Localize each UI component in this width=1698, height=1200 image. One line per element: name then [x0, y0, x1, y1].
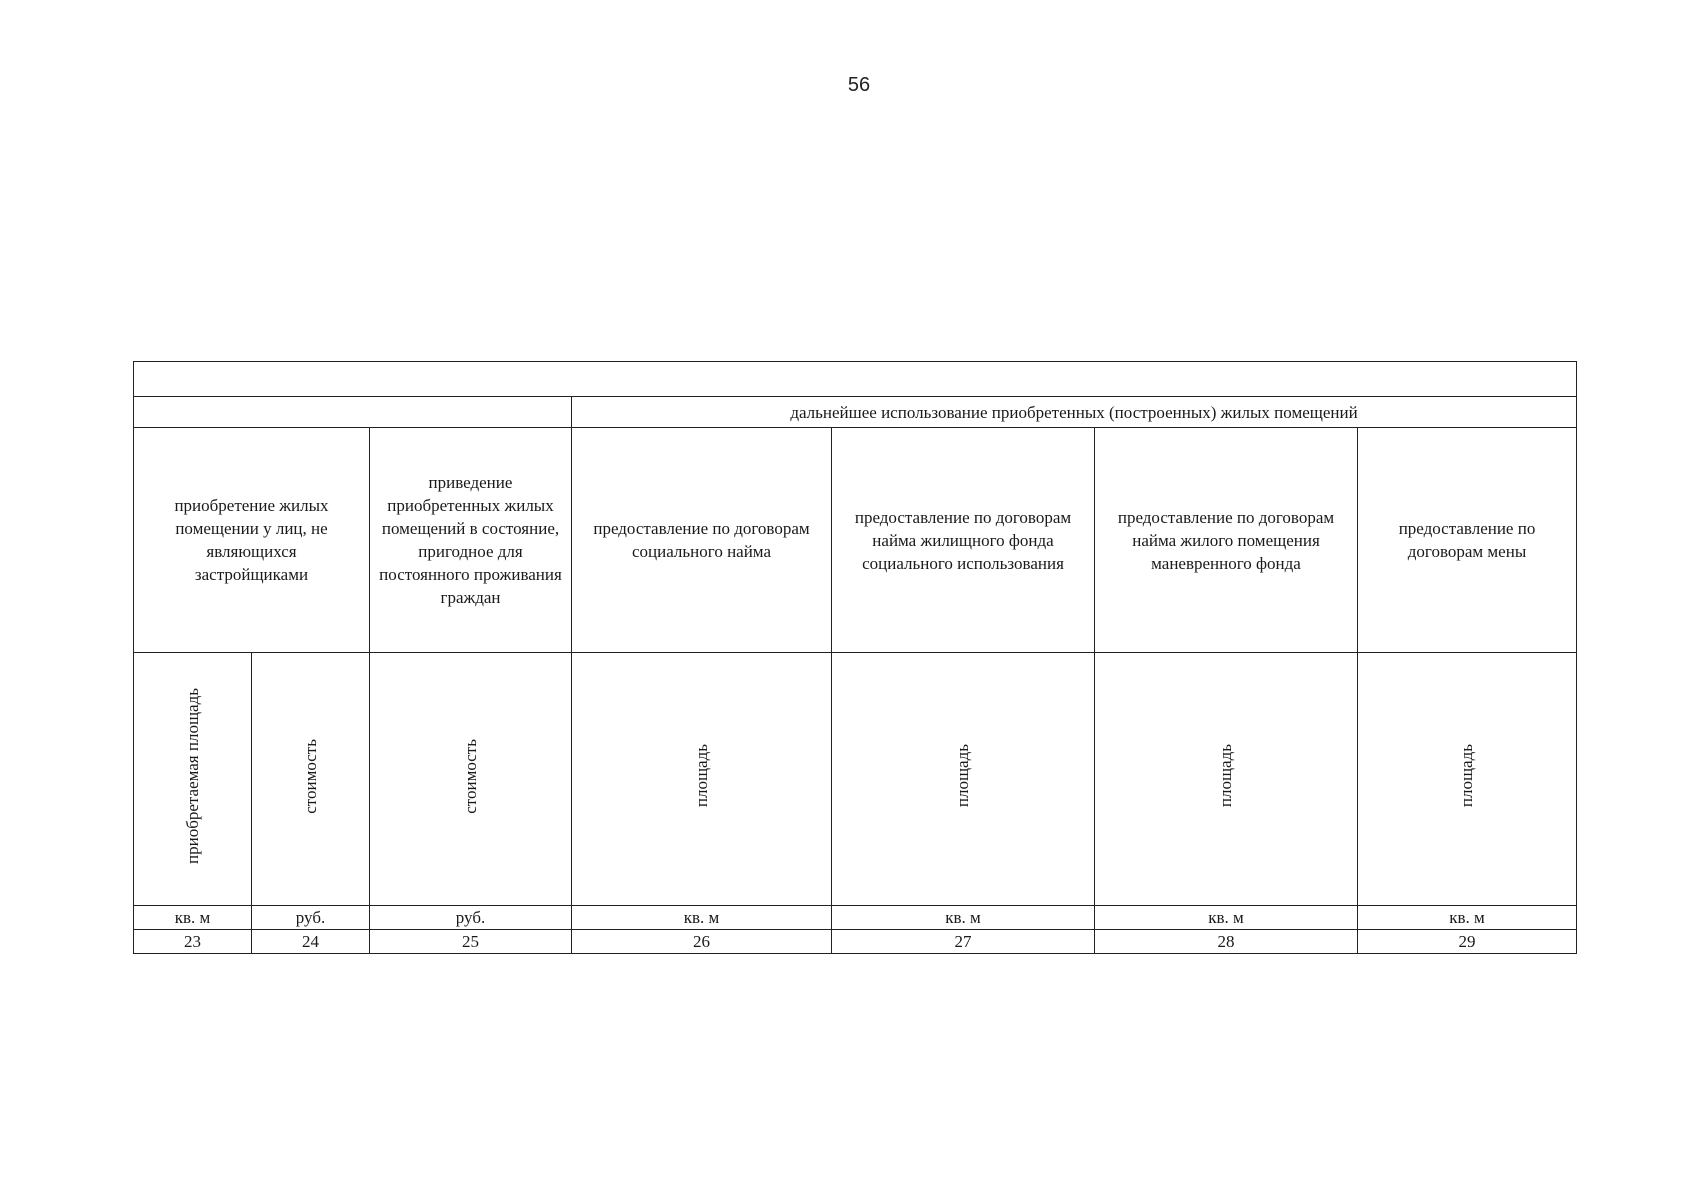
column-number-cell: 23	[134, 930, 252, 954]
subheader-cell	[370, 653, 572, 906]
unit-cell: кв. м	[832, 906, 1095, 930]
subheader-label: площадь	[953, 744, 972, 808]
empty-group-cell	[134, 397, 572, 428]
header-renovation	[370, 428, 572, 653]
subheader-label: приобретаемая площадь	[182, 688, 202, 864]
blank-header-row	[134, 362, 1577, 397]
unit-cell: кв. м	[1095, 906, 1358, 930]
unit-cell: кв. м	[1358, 906, 1577, 930]
column-header-row	[134, 428, 1577, 653]
blank-header-cell	[134, 362, 1577, 397]
unit-cell: руб.	[370, 906, 572, 930]
unit-cell: кв. м	[572, 906, 832, 930]
subheader-label: площадь	[691, 744, 711, 808]
subheader-cell	[252, 653, 370, 906]
subheader-cell	[572, 653, 832, 906]
subheader-cell	[1095, 653, 1358, 906]
header-social-rent	[572, 428, 832, 653]
column-number-cell: 24	[252, 930, 370, 954]
column-number-cell: 28	[1095, 930, 1358, 954]
group-header-further-use: дальнейшее использование приобретенных (построенных) жилых помещений	[572, 397, 1577, 428]
subheader-label: площадь	[1457, 744, 1476, 808]
column-numbers-row	[134, 930, 1577, 954]
subheader-cell	[134, 653, 252, 906]
subheader-label: стоимость	[460, 738, 480, 814]
column-number-cell: 27	[832, 930, 1095, 954]
unit-cell: кв. м	[134, 906, 252, 930]
header-exchange	[1358, 428, 1577, 653]
header-social-rent-label: предоставление по договорам социального найма	[593, 519, 810, 561]
column-number-cell: 25	[370, 930, 572, 954]
unit-cell: руб.	[252, 906, 370, 930]
header-exchange-label: предоставление по договорам мены	[1398, 519, 1536, 561]
subheader-label: стоимость	[300, 738, 320, 814]
header-acquisition	[134, 428, 370, 653]
subheader-label: площадь	[1216, 744, 1235, 808]
subheader-cell	[1358, 653, 1577, 906]
subheader-row	[134, 653, 1577, 906]
header-renovation-label: приведение приобретенных жилых помещений в состояние, пригодное для постоянного проживания граждан	[379, 473, 562, 607]
group-header-row	[134, 397, 1577, 428]
header-social-use	[832, 428, 1095, 653]
data-table	[133, 361, 1577, 954]
header-maneuver-fund-label: предоставление по договорам найма жилого помещения маневренного фонда	[1117, 507, 1335, 573]
header-maneuver-fund	[1095, 428, 1358, 653]
column-number-cell: 26	[572, 930, 832, 954]
subheader-cell	[832, 653, 1095, 906]
header-social-use-label: предоставление по договорам найма жилищного фонда социального использования	[854, 507, 1072, 573]
units-row	[134, 906, 1577, 930]
column-number-cell: 29	[1358, 930, 1577, 954]
header-acquisition-label: приобретение жилых помещении у лиц, не являющихся застройщиками	[174, 496, 329, 584]
page-number: 56	[847, 74, 871, 96]
